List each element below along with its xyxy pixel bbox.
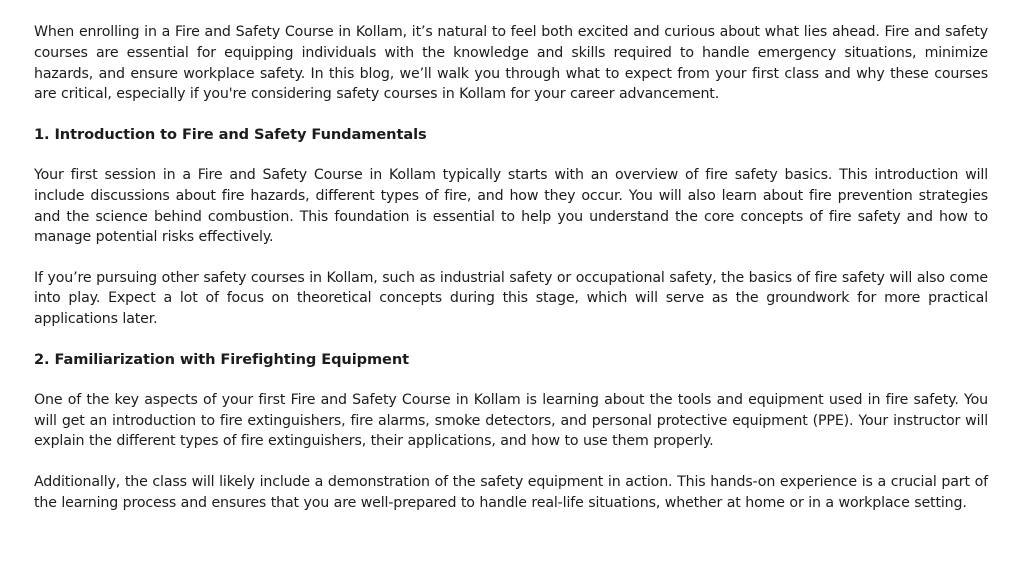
section-2-paragraph-1: One of the key aspects of your first Fire and Safety Course in Kollam is learning about the tools and equipment used in fire safety. You will get an introduction to fire extinguishers, fire alarms, smoke detectors, and personal protective equipment (PPE). Your instructor will explain the different types of fire extinguishers, their applications, and how to use them properly. <box>34 391 988 450</box>
section-1-heading: 1. Introduction to Fire and Safety Fundamentals <box>34 125 427 143</box>
section-2-heading: 2. Familiarization with Firefighting Equipment <box>34 350 410 368</box>
section-2-paragraph-2: Additionally, the class will likely include a demonstration of the safety equipment in action. This hands-on experience is a crucial part of the learning process and ensures that you are well-prepared to handle real-life situations, whether at home or in a workplace setting. <box>34 473 988 511</box>
section-1-paragraph-1: Your first session in a Fire and Safety Course in Kollam typically starts with an overview of fire safety basics. This introduction will include discussions about fire hazards, different types of fire, and how they occur. You will also learn about fire prevention strategies and the science behind combustion. This foundation is essential to help you understand the core concepts of fire safety and how to manage potential risks effectively. <box>34 166 988 246</box>
intro-paragraph: When enrolling in a Fire and Safety Course in Kollam, it’s natural to feel both excited and curious about what lies ahead. Fire and safety courses are essential for equipping individuals with the knowledge and skills required to handle emergency situations, minimize hazards, and ensure workplace safety. In this blog, we’ll walk you through what to expect from your first class and why these courses are critical, especially if you're considering safety courses in Kollam for your career advancement. <box>34 24 988 103</box>
section-1-paragraph-2: If you’re pursuing other safety courses in Kollam, such as industrial safety or occupational safety, the basics of fire safety will also come into play. Expect a lot of focus on theoretical concepts during this stage, which will serve as the groundwork for more practical applications later. <box>34 269 988 328</box>
